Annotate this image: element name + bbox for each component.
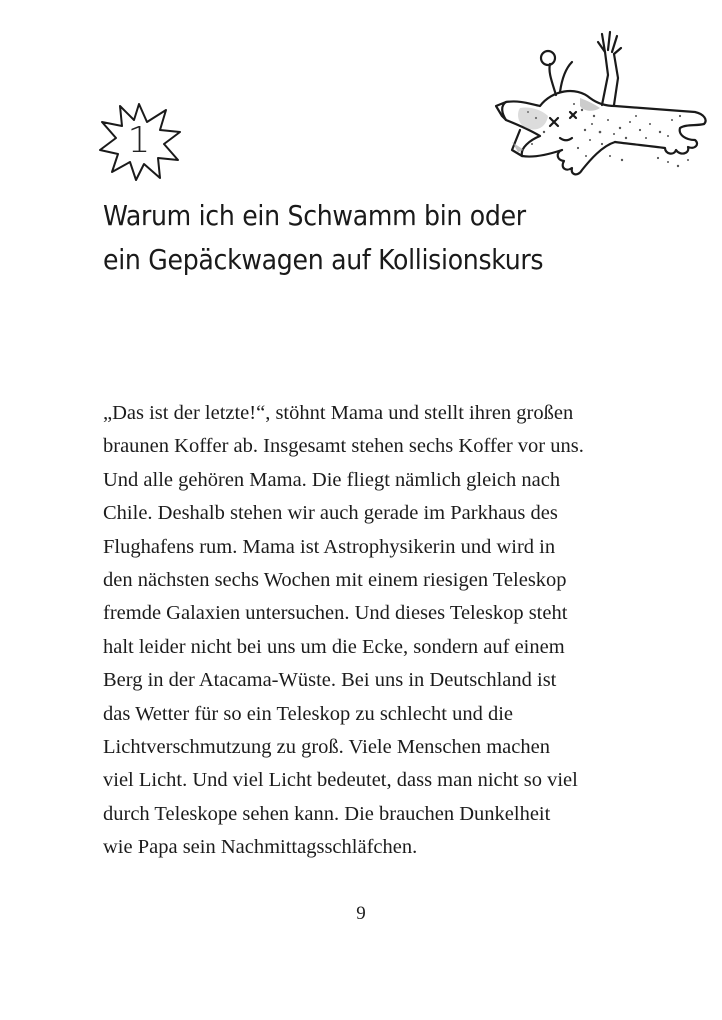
text-line: Flughafens rum. Mama ist Astrophysikerin und wird in bbox=[103, 535, 556, 558]
text-line: Berg in der Atacama-Wüste. Bei uns in Deutschland ist bbox=[103, 669, 557, 692]
chapter-number: 1 bbox=[127, 120, 151, 161]
text-line: wie Papa sein Nachmittagsschläfchen. bbox=[103, 836, 418, 859]
chapter-title-line: Warum ich ein Schwamm bin oder bbox=[103, 199, 526, 232]
chapter-title bbox=[103, 194, 703, 282]
text-line: durch Teleskope sehen kann. Die brauchen Dunkelheit bbox=[103, 802, 551, 825]
text-line: „Das ist der letzte!“, stöhnt Mama und stellt ihren großen bbox=[103, 402, 574, 424]
text-line: halt leider nicht bei uns um die Ecke, sondern auf einem bbox=[103, 635, 565, 658]
text-line: Lichtverschmutzung zu groß. Viele Menschen machen bbox=[103, 736, 550, 759]
text-line: Und alle gehören Mama. Die fliegt nämlich gleich nach bbox=[103, 468, 561, 491]
page-number: 9 bbox=[356, 903, 366, 924]
text-line: fremde Galaxien untersuchen. Und dieses Teleskop steht bbox=[103, 602, 568, 625]
text-line: den nächsten sechs Wochen mit einem riesigen Teleskop bbox=[103, 569, 567, 592]
text-line: das Wetter für so ein Teleskop zu schlecht und die bbox=[103, 702, 514, 725]
chapter-title-line: ein Gepäckwagen auf Kollisionskurs bbox=[103, 243, 544, 276]
fallen-creature-illustration bbox=[490, 20, 722, 195]
text-line: Chile. Deshalb stehen wir auch gerade im Parkhaus des bbox=[103, 502, 558, 525]
text-line: braunen Koffer ab. Insgesamt stehen sechs Koffer vor uns. bbox=[103, 435, 584, 458]
body-text bbox=[103, 397, 663, 865]
text-line: viel Licht. Und viel Licht bedeutet, dass man nicht so viel bbox=[103, 769, 578, 792]
